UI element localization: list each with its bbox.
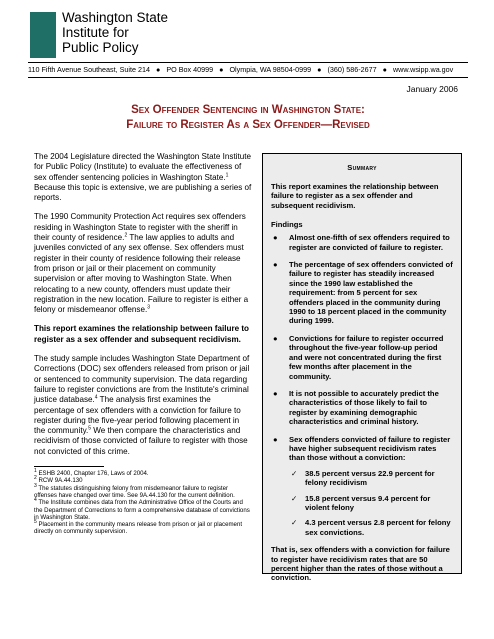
address-po-box: PO Box 40999 xyxy=(166,65,214,74)
paragraph-study-text: The study sample includes Washington State Department of Corrections (DOC) sex offenders released from prison or jail or sentenced to community supervision. The data regarding failure to register convictions are from the Institute's criminal justice database. xyxy=(34,354,250,405)
footnote-ref-5[interactable]: 5 xyxy=(88,425,92,432)
address-city: Olympia, WA 98504-0999 xyxy=(229,65,312,74)
findings-label: Findings xyxy=(271,220,303,230)
footnote-text: ESHB 2400, Chapter 176, Laws of 2004. xyxy=(36,470,149,478)
address-website-link[interactable]: www.wsipp.wa.gov xyxy=(392,65,454,74)
finding-text: Almost one-fifth of sex offenders required to register are convicted of failure to register. xyxy=(289,233,450,252)
finding-item xyxy=(271,233,453,252)
findings-list xyxy=(263,233,461,537)
footnote-ref-2[interactable]: 2 xyxy=(124,232,128,239)
footnote-ref-3[interactable]: 3 xyxy=(147,304,151,311)
footnote-3 xyxy=(34,482,252,500)
paragraph-law-text: The 1990 Community Protection Act requires sex offenders residing in Washington State to register with the sheriff in their county of residence. xyxy=(34,212,246,243)
comparison-text: 15.8 percent versus 9.4 percent for violent felony xyxy=(305,493,431,512)
address-line xyxy=(28,65,453,74)
finding-item xyxy=(271,334,453,381)
separator-bullet: ● xyxy=(156,65,161,74)
footnote-ref-1[interactable]: 1 xyxy=(225,171,229,178)
bullet-icon: ● xyxy=(273,260,278,270)
paragraph-law xyxy=(34,212,252,315)
bullet-icon: ● xyxy=(273,434,278,444)
paragraph-study-sample xyxy=(34,354,252,457)
footnote-number: 2 xyxy=(34,475,37,482)
footnote-4 xyxy=(34,499,252,521)
paragraph-intro xyxy=(34,152,252,203)
paragraph-study-tail: We then compare the characteristics and recidivism of those convicted of failure to register with those not convicted of this crime. xyxy=(34,426,248,456)
address-phone: (360) 586-2677 xyxy=(327,65,377,74)
paragraph-purpose: This report examines the relationship between failure to register as a sex offender and subsequent recidivism. xyxy=(34,324,249,344)
footnote-divider xyxy=(34,466,104,467)
finding-text: It is not possible to accurately predict the characteristics of those likely to fail to register by examining demographic characteristics and criminal history. xyxy=(289,388,439,427)
bullet-icon: ● xyxy=(273,233,278,243)
footnote-number: 4 xyxy=(34,497,37,504)
organization-name xyxy=(62,10,168,55)
comparison-text: 4.3 percent versus 2.8 percent for felony sex convictions. xyxy=(305,518,451,537)
footnote-text: The statutes distinguishing felony from misdemeanor failure to register offenses have changed over time. See 9A.44.130 for the current definition. xyxy=(34,484,235,499)
comparison-text: 38.5 percent versus 22.9 percent for felony recidivism xyxy=(305,468,435,488)
comparison-item xyxy=(289,494,453,513)
separator-bullet: ● xyxy=(382,65,387,74)
org-name-line-2: Institute for xyxy=(62,25,129,40)
paragraph-law-tail: The law applies to adults and juveniles convicted of any sex offense. Sex offenders must register in their county of residence following their release from prison or jail or their placement on community supervision or after moving to Washington State. When relocating to a new county, offenders must update their registration in the new location. Failure to register is either a felony or misdemeanor offense. xyxy=(34,233,249,315)
footnote-text: The Institute combines data from the Administrative Office of the Courts and the Department of Corrections to form a comprehensive database of convictions in Washington State. xyxy=(34,499,250,521)
main-text-column xyxy=(34,152,252,536)
separator-bullet: ● xyxy=(317,65,322,74)
separator-bullet: ● xyxy=(219,65,224,74)
finding-text: The percentage of sex offenders convicted of failure to register has steadily increased since the 1990 law established the requirement: from 5 percent for sex offenders placed in the community during 1990 to 18 percent placed in the community during 1999. xyxy=(289,260,453,326)
footnotes xyxy=(34,467,252,536)
finding-text: Convictions for failure to register occurred throughout the five-year follow-up period and were not concentrated during the first few months after placement in the community. xyxy=(289,333,444,381)
report-title xyxy=(28,103,468,133)
footnote-number: 3 xyxy=(34,482,37,489)
org-name-line-3: Public Policy xyxy=(62,40,139,55)
paragraph-intro-text: The 2004 Legislature directed the Washington State Institute for Public Policy (Institute) to evaluate the effectiveness of sex offender sentencing policies in Washington State. xyxy=(34,152,252,182)
paragraph-study-middle: The analysis first examines the percentage of sex offenders with a conviction for failure to register during the five-year period following placement in the community. xyxy=(34,395,241,436)
footnote-2 xyxy=(34,477,252,484)
bullet-icon: ● xyxy=(273,388,278,398)
summary-intro: This report examines the relationship between failure to register as a sex offender and subsequent recidivism. xyxy=(271,182,439,210)
comparison-item xyxy=(289,518,453,537)
footnote-text: Placement in the community means release from prison or jail or placement directly on community supervision. xyxy=(34,521,243,536)
bullet-icon: ● xyxy=(273,333,278,343)
footnote-5 xyxy=(34,521,252,536)
footnote-text: RCW 9A.44.130 xyxy=(36,477,83,485)
footnote-ref-4[interactable]: 4 xyxy=(94,394,98,401)
checkmark-icon: ✓ xyxy=(291,493,298,503)
finding-text: Sex offenders convicted of failure to register have higher subsequent recidivism rates than those without a conviction: xyxy=(289,434,451,463)
header-top-rule xyxy=(28,62,468,63)
footnote-number: 5 xyxy=(34,519,37,526)
recidivism-comparison-list xyxy=(289,469,453,537)
finding-item xyxy=(271,389,453,427)
report-title-line-2: Failure to Register As a Sex Offender—Revised xyxy=(126,119,370,131)
checkmark-icon: ✓ xyxy=(291,518,298,528)
org-name-line-1: Washington State xyxy=(62,10,169,25)
institute-logo-square xyxy=(30,12,56,58)
header-bottom-rule xyxy=(28,77,468,78)
footnote-number: 1 xyxy=(34,467,37,474)
comparison-item xyxy=(289,469,453,488)
checkmark-icon: ✓ xyxy=(291,468,298,478)
paragraph-intro-tail: Because this topic is extensive, we are publishing a series of reports. xyxy=(34,182,252,203)
address-street: 110 Fifth Avenue Southeast, Suite 214 xyxy=(28,65,151,74)
summary-box xyxy=(262,153,462,583)
report-title-line-1: Sex Offender Sentencing in Washington State: xyxy=(131,104,365,116)
summary-heading: Summary xyxy=(347,163,377,172)
publication-date: January 2006 xyxy=(406,84,458,94)
finding-item xyxy=(271,435,453,538)
summary-conclusion: That is, sex offenders with a conviction for failure to register have recidivism rates that are 50 percent higher than the rates of those without a conviction. xyxy=(271,545,450,583)
finding-item xyxy=(271,260,453,326)
